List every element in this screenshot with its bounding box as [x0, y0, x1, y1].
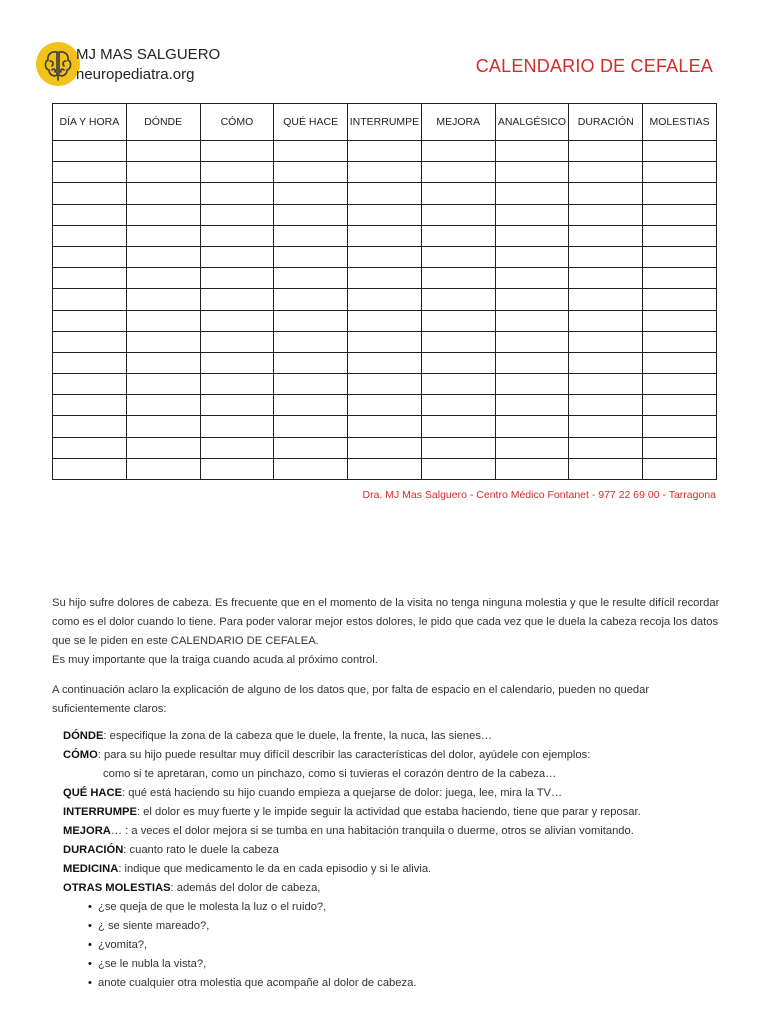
table-cell[interactable] [643, 289, 717, 310]
table-cell[interactable] [200, 352, 274, 373]
table-header-row [53, 104, 717, 141]
table-cell[interactable] [126, 416, 200, 437]
table-cell[interactable] [643, 374, 717, 395]
table-cell[interactable] [495, 225, 569, 246]
table-cell[interactable] [421, 352, 495, 373]
intro-paragraph: Su hijo sufre dolores de cabeza. Es frecuente que en el momento de la visita no tenga ninguna molestia y que le resulte difícil recordar como es el dolor cuando lo tiene. Para poder valorar mejor estos dolores, le pido que cada vez que le duela la cabeza recoja los datos que se le piden en este CALENDARIO DE CEFALEA. [52, 597, 720, 647]
table-cell[interactable] [274, 437, 348, 458]
table-cell[interactable] [495, 331, 569, 352]
table-cell[interactable] [421, 331, 495, 352]
table-cell[interactable] [495, 352, 569, 373]
table-cell[interactable] [569, 204, 643, 225]
table-cell[interactable] [200, 331, 274, 352]
table-cell[interactable] [348, 268, 422, 289]
table-cell[interactable] [274, 141, 348, 162]
brand-name: MJ MAS SALGUERO [76, 46, 221, 63]
table-cell[interactable] [569, 246, 643, 267]
table-cell[interactable] [421, 289, 495, 310]
definition-item [63, 860, 722, 879]
intro-paragraph: A continuación aclaro la explicación de alguno de los datos que, por falta de espacio en el calendario, pueden no quedar suficientemente claros: [52, 684, 650, 715]
table-row [53, 416, 717, 437]
table-cell[interactable] [643, 225, 717, 246]
table-cell[interactable] [569, 141, 643, 162]
table-cell[interactable] [53, 331, 127, 352]
table-cell[interactable] [53, 458, 127, 479]
definition-term: DURACIÓN [63, 844, 124, 856]
table-cell[interactable] [126, 225, 200, 246]
table-cell[interactable] [274, 458, 348, 479]
table-cell[interactable] [643, 437, 717, 458]
table-cell[interactable] [348, 458, 422, 479]
definition-text: : el dolor es muy fuerte y le impide seguir la actividad que estaba haciendo, tiene que parar y reposar. [136, 806, 641, 818]
column-header: ANALGÉSICO [495, 104, 569, 141]
table-cell[interactable] [495, 246, 569, 267]
table-cell[interactable] [421, 162, 495, 183]
definition-term: QUÉ HACE [63, 787, 123, 799]
table-body [53, 141, 717, 480]
table-cell[interactable] [348, 183, 422, 204]
table-cell[interactable] [643, 416, 717, 437]
table-cell[interactable] [569, 225, 643, 246]
brain-icon [36, 42, 80, 86]
table-cell[interactable] [421, 141, 495, 162]
table-cell[interactable] [53, 416, 127, 437]
table-cell[interactable] [126, 204, 200, 225]
table-cell[interactable] [126, 141, 200, 162]
table-cell[interactable] [495, 289, 569, 310]
table-cell[interactable] [495, 416, 569, 437]
definition-text: : indique que medicamento le da en cada episodio y si le alivia. [118, 863, 432, 875]
intro-paragraph: Es muy importante que la traiga cuando acuda al próximo control. [52, 654, 378, 666]
table-cell[interactable] [126, 352, 200, 373]
table-cell[interactable] [200, 458, 274, 479]
table-row [53, 268, 717, 289]
table-cell[interactable] [348, 331, 422, 352]
table-cell[interactable] [643, 310, 717, 331]
table-cell[interactable] [643, 183, 717, 204]
list-item: • ¿ se siente mareado?, [98, 917, 722, 936]
table-cell[interactable] [53, 395, 127, 416]
table-cell[interactable] [348, 225, 422, 246]
table-cell[interactable] [53, 310, 127, 331]
table-row [53, 374, 717, 395]
definitions-list [52, 727, 722, 993]
other-symptoms-list [63, 898, 722, 993]
table-cell[interactable] [200, 162, 274, 183]
definition-term: MEDICINA [63, 863, 119, 875]
column-header: CÓMO [200, 104, 274, 141]
column-header: MEJORA [421, 104, 495, 141]
table-cell[interactable] [200, 416, 274, 437]
table-cell[interactable] [53, 141, 127, 162]
definition-item [63, 727, 722, 746]
table-cell[interactable] [348, 204, 422, 225]
table-cell[interactable] [569, 374, 643, 395]
table-cell[interactable] [495, 395, 569, 416]
doctor-contact-line: Dra. MJ Mas Salguero - Centro Médico Fontanet - 977 22 69 00 - Tarragona [362, 489, 716, 501]
table-cell[interactable] [569, 458, 643, 479]
table-cell[interactable] [643, 458, 717, 479]
instructions [52, 594, 722, 993]
table-cell[interactable] [569, 268, 643, 289]
table-cell[interactable] [348, 246, 422, 267]
list-item: • ¿vomita?, [98, 936, 722, 955]
definition-text: : además del dolor de cabeza, [170, 882, 321, 894]
table-cell[interactable] [53, 268, 127, 289]
table-cell[interactable] [421, 225, 495, 246]
table-cell[interactable] [495, 437, 569, 458]
table-cell[interactable] [274, 395, 348, 416]
table-cell[interactable] [495, 183, 569, 204]
table-cell[interactable] [200, 204, 274, 225]
table-cell[interactable] [421, 458, 495, 479]
headache-calendar-table [52, 103, 717, 480]
table-cell[interactable] [421, 204, 495, 225]
table-cell[interactable] [274, 289, 348, 310]
table-cell[interactable] [569, 437, 643, 458]
table-cell[interactable] [643, 268, 717, 289]
table-cell[interactable] [643, 246, 717, 267]
table-row [53, 331, 717, 352]
table-cell[interactable] [495, 268, 569, 289]
definition-text: … : a veces el dolor mejora si se tumba en una habitación tranquila o duerme, otros se alivian vomitando. [110, 825, 634, 837]
table-row [53, 225, 717, 246]
table-cell[interactable] [643, 141, 717, 162]
table-cell[interactable] [495, 310, 569, 331]
table-cell[interactable] [348, 395, 422, 416]
table-cell[interactable] [274, 310, 348, 331]
table-cell[interactable] [53, 246, 127, 267]
table-cell[interactable] [421, 310, 495, 331]
table-cell[interactable] [421, 246, 495, 267]
table-cell[interactable] [126, 395, 200, 416]
table-row [53, 352, 717, 373]
table-cell[interactable] [126, 458, 200, 479]
table-cell[interactable] [274, 204, 348, 225]
table-cell[interactable] [348, 141, 422, 162]
table-cell[interactable] [421, 183, 495, 204]
table-cell[interactable] [569, 352, 643, 373]
table-cell[interactable] [126, 183, 200, 204]
list-item: • anote cualquier otra molestia que acompañe al dolor de cabeza. [98, 974, 722, 993]
table-cell[interactable] [274, 374, 348, 395]
table-row [53, 204, 717, 225]
table-row [53, 289, 717, 310]
table-cell[interactable] [53, 204, 127, 225]
table-cell[interactable] [569, 310, 643, 331]
definition-term: OTRAS MOLESTIAS [63, 882, 171, 894]
definition-term: INTERRUMPE [63, 806, 137, 818]
brand-block [76, 45, 220, 85]
list-item: • ¿se le nubla la vista?, [98, 955, 722, 974]
table-cell[interactable] [495, 141, 569, 162]
table-cell[interactable] [200, 395, 274, 416]
table-cell[interactable] [126, 268, 200, 289]
table-row [53, 246, 717, 267]
table-cell[interactable] [274, 246, 348, 267]
definition-text: : cuanto rato le duele la cabeza [123, 844, 279, 856]
table-cell[interactable] [274, 183, 348, 204]
table-cell[interactable] [200, 268, 274, 289]
table-cell[interactable] [421, 395, 495, 416]
definition-text: : especifique la zona de la cabeza que le duele, la frente, la nuca, las sienes… [103, 730, 493, 742]
definition-continuation: como si te apretaran, como un pinchazo, como si tuvieras el corazón dentro de la cabeza… [103, 768, 557, 780]
table-cell[interactable] [569, 331, 643, 352]
table-cell[interactable] [421, 268, 495, 289]
table-cell[interactable] [643, 352, 717, 373]
definition-item [63, 746, 722, 765]
table-cell[interactable] [274, 162, 348, 183]
table-cell[interactable] [126, 246, 200, 267]
table-row [53, 437, 717, 458]
table-cell[interactable] [126, 331, 200, 352]
table-cell[interactable] [643, 331, 717, 352]
table-row [53, 141, 717, 162]
table-cell[interactable] [53, 352, 127, 373]
table-cell[interactable] [643, 204, 717, 225]
column-header: DURACIÓN [569, 104, 643, 141]
table-cell[interactable] [274, 416, 348, 437]
table-row [53, 395, 717, 416]
table-cell[interactable] [126, 374, 200, 395]
table-cell[interactable] [200, 225, 274, 246]
table-cell[interactable] [569, 162, 643, 183]
table-cell[interactable] [348, 162, 422, 183]
table-row [53, 162, 717, 183]
table-cell[interactable] [421, 416, 495, 437]
table-cell[interactable] [569, 416, 643, 437]
table-cell[interactable] [53, 289, 127, 310]
table-cell[interactable] [643, 395, 717, 416]
table-cell[interactable] [643, 162, 717, 183]
definition-term: DÓNDE [63, 730, 104, 742]
column-header: MOLESTIAS [643, 104, 717, 141]
table-cell[interactable] [274, 225, 348, 246]
table-cell[interactable] [348, 352, 422, 373]
table-row [53, 310, 717, 331]
table-cell[interactable] [200, 183, 274, 204]
table-cell[interactable] [348, 416, 422, 437]
column-header: DÓNDE [126, 104, 200, 141]
definition-item [63, 803, 722, 822]
table-row [53, 183, 717, 204]
table-cell[interactable] [274, 268, 348, 289]
table-cell[interactable] [126, 162, 200, 183]
definition-term: MEJORA [63, 825, 111, 837]
table-cell[interactable] [495, 204, 569, 225]
table-cell[interactable] [126, 289, 200, 310]
table-cell[interactable] [495, 458, 569, 479]
list-item: • ¿se queja de que le molesta la luz o el ruido?, [98, 898, 722, 917]
table-cell[interactable] [53, 374, 127, 395]
table-cell[interactable] [348, 437, 422, 458]
table-cell[interactable] [569, 395, 643, 416]
table-cell[interactable] [126, 437, 200, 458]
table-cell[interactable] [53, 162, 127, 183]
table-cell[interactable] [569, 183, 643, 204]
table-cell[interactable] [200, 437, 274, 458]
table-cell[interactable] [126, 310, 200, 331]
column-header: DÍA Y HORA [53, 104, 127, 141]
brand-site: neuropediatra.org [76, 66, 195, 83]
definition-text: : para su hijo puede resultar muy difícil describir las características del dolor, ayúdele con ejemplos: [97, 749, 591, 761]
column-header: INTERRUMPE [348, 104, 422, 141]
definition-item [63, 879, 722, 898]
table-cell[interactable] [569, 289, 643, 310]
table-cell[interactable] [53, 225, 127, 246]
definition-item [63, 784, 722, 803]
table-cell[interactable] [274, 331, 348, 352]
table-cell[interactable] [200, 374, 274, 395]
table-cell[interactable] [274, 352, 348, 373]
table-cell[interactable] [348, 289, 422, 310]
table-cell[interactable] [53, 437, 127, 458]
table-cell[interactable] [495, 374, 569, 395]
table-cell[interactable] [200, 310, 274, 331]
table-cell[interactable] [495, 162, 569, 183]
definition-item [63, 841, 722, 860]
table-cell[interactable] [348, 374, 422, 395]
definition-term: CÓMO [63, 749, 98, 761]
column-header: QUÉ HACE [274, 104, 348, 141]
definition-item [63, 822, 722, 841]
table-cell[interactable] [421, 437, 495, 458]
table-cell[interactable] [200, 141, 274, 162]
definition-text: : qué está haciendo su hijo cuando empieza a quejarse de dolor: juega, lee, mira la TV… [122, 787, 563, 799]
table-cell[interactable] [53, 183, 127, 204]
table-row [53, 458, 717, 479]
page-title: CALENDARIO DE CEFALEA [475, 56, 713, 76]
table-cell[interactable] [200, 289, 274, 310]
table-cell[interactable] [421, 374, 495, 395]
table-cell[interactable] [200, 246, 274, 267]
table-cell[interactable] [348, 310, 422, 331]
